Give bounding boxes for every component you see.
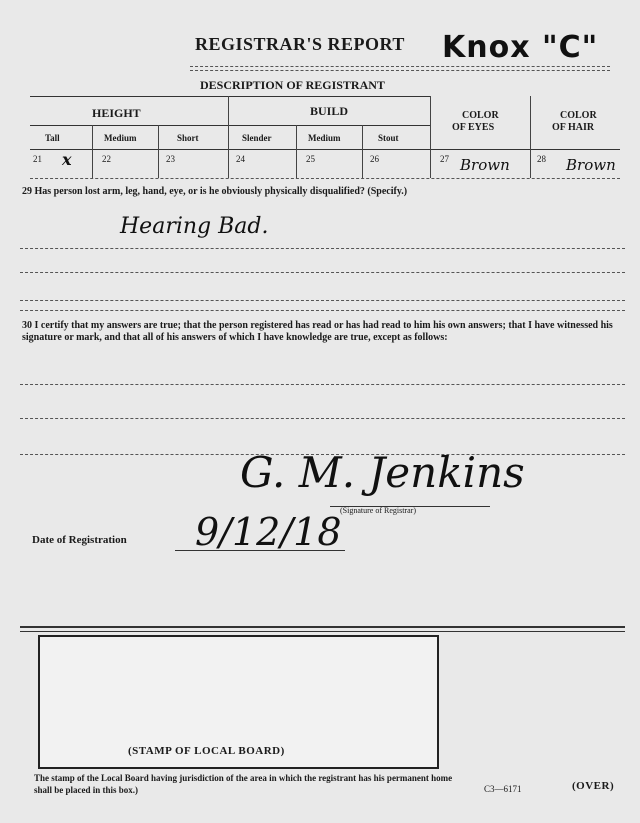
eyes-num: 27 [440,154,449,164]
over-label: (OVER) [572,780,615,792]
table-label-rule [30,149,620,150]
page-title: REGISTRAR'S REPORT [195,34,405,54]
hair-label-line2: OF HAIR [552,122,595,133]
col-divider-3 [296,125,297,178]
stamp-section-rule [20,626,625,628]
table-mid-rule [30,125,430,126]
table-bottom-rule [30,178,620,179]
eyes-hair-divider [530,96,531,178]
col-divider-2 [158,125,159,178]
stamp-box-note: The stamp of the Local Board having jurisdiction of the area in which the registrant has his permanent home shall be placed in this box.) [34,773,453,795]
title-rule [190,66,610,67]
height-build-divider [228,96,229,178]
description-heading: DESCRIPTION OF REGISTRANT [200,78,385,92]
height-num-22: 22 [102,154,111,164]
date-value: 9/12/18 [195,510,342,554]
handwritten-county-stamp: Knox "C" [442,30,599,65]
stamp-box-label: (STAMP OF LOCAL BOARD) [128,745,285,757]
date-line [175,550,345,551]
cert-rule-2 [20,418,625,419]
build-num-25: 25 [306,154,315,164]
build-col-slender: Slender [242,133,272,143]
build-eyes-divider [430,96,431,178]
build-label: BUILD [310,104,349,118]
col-divider-1 [92,125,93,178]
title-rule-2 [190,70,610,71]
answer-rule-1 [20,248,625,249]
hair-num: 28 [537,154,546,164]
answer-rule-3 [20,300,625,301]
table-top-rule [30,96,430,97]
cert-rule-1 [20,384,625,385]
answer-rule-2 [20,272,625,273]
registrar-signature: G. M. Jenkins [240,448,525,497]
height-num-21: 21 [33,154,42,164]
build-col-medium: Medium [308,133,341,143]
height-tall-mark: x [62,150,72,169]
hair-label-line1: COLOR [560,110,597,121]
signature-caption: (Signature of Registrar) [340,506,416,515]
build-num-24: 24 [236,154,245,164]
question-30-text: 30 I certify that my answers are true; that the person registered has read or has had read to him his own answers; that I have witnessed his signature or mark, and that all of his answers of which I have knowledge are true, except as follows: [22,320,613,343]
col-divider-4 [362,125,363,178]
eyes-value: Brown [460,156,510,174]
form-number: C3—6171 [484,784,522,794]
height-col-medium: Medium [104,133,137,143]
hair-value: Brown [566,156,616,174]
eyes-label-line2: OF EYES [452,122,495,133]
height-col-tall: Tall [45,133,60,143]
height-num-23: 23 [166,154,175,164]
height-col-short: Short [177,133,199,143]
question-29-answer: Hearing Bad. [120,214,269,239]
build-col-stout: Stout [378,133,399,143]
answer-rule-4 [20,310,625,311]
eyes-label-line1: COLOR [462,110,499,121]
height-label: HEIGHT [92,106,141,120]
date-label: Date of Registration [32,534,127,546]
question-29-text: 29 Has person lost arm, leg, hand, eye, or is he obviously physically disqualified? (Specify.) [22,186,408,197]
stamp-section-rule-2 [20,631,625,632]
build-num-26: 26 [370,154,379,164]
